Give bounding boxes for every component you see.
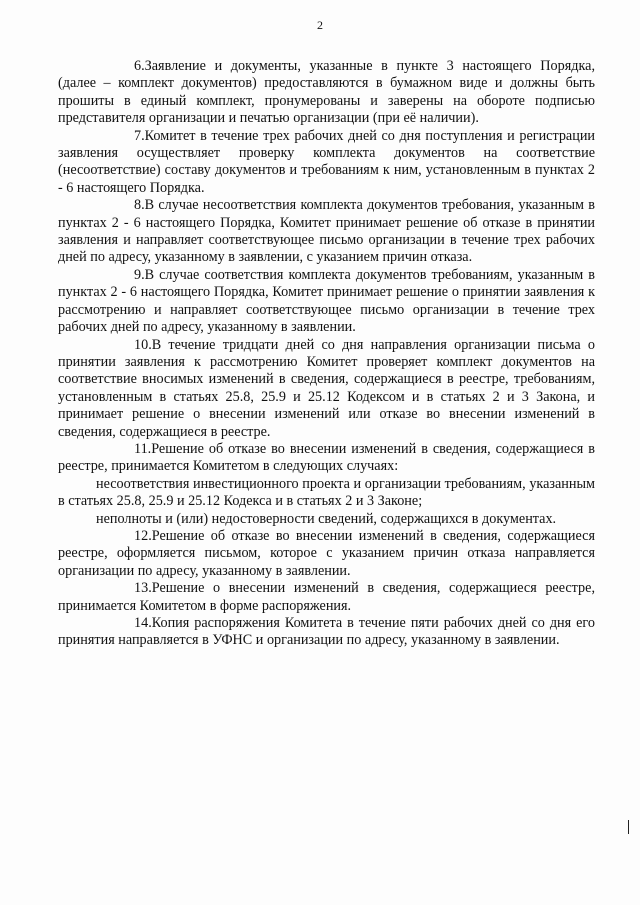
paragraph-11-item-1 [58,476,595,511]
paragraph-number: 13. [134,580,152,597]
paragraph-10 [58,337,595,441]
paragraph-text: Решение о внесении изменений в сведения, содержащиеся реестре, принимается Комитетом в форме распоряжения. [58,580,595,614]
paragraph-14 [58,615,595,650]
paragraph-6 [58,58,595,128]
document-body [58,58,595,650]
paragraph-number: 14. [134,615,152,631]
paragraph-text: неполноты и (или) недостоверности сведений, содержащихся в документах. [96,510,557,527]
paragraph-text: В случае несоответствия комплекта документов требования, указанным в пунктах 2 - 6 настоящего Порядка, Комитет принимает решение об отказе в принятии заявления и направляет соответствующее письмо организации в течение трех рабочих дней по адресу, указанному в заявлении, с указанием причин отказа. [58,197,595,266]
paragraph-11 [58,441,595,476]
paragraph-13 [58,580,595,615]
paragraph-text: Копия распоряжения Комитета в течение пяти рабочих дней со дня его принятия направляется в УФНС и организации по адресу, указанному в заявлении. [58,615,595,649]
paragraph-text: В случае соответствия комплекта документов требованиям, указанным в пунктах 2 - 6 настоящего Порядка, Комитет принимает решение о принятии заявления к рассмотрению и направляет соответствующее письмо организации в течение трех рабочих дней по адресу, указанному в заявлении. [58,266,595,336]
paragraph-8 [58,197,595,267]
paragraph-number: 11. [134,440,152,457]
paragraph-11-item-2 [58,511,595,528]
paragraph-text: несоответствия инвестиционного проекта и организации требованиям, указанным в статьях 25.8, 25.9 и 25.12 Кодекса и в статьях 2 и 3 Законе; [58,475,595,510]
scan-artifact-mark [628,820,629,834]
paragraph-7 [58,128,595,198]
paragraph-12 [58,528,595,580]
paragraph-number: 6. [134,58,145,74]
paragraph-text: В течение тридцати дней со дня направления организации письма о принятии заявления к рассмотрению Комитет проверяет комплект документов на соответствие вносимых изменений в сведения, содержащиеся в реестре, требованиям, установленным в статьях 25.8, 25.9 и 25.12 Кодексом и в статьях 2 и 3 Закона, и принимает решение о внесении изменений или отказе во внесении изменений в сведения, содержащиеся в реестре. [58,336,595,440]
paragraph-9 [58,267,595,337]
page-number: 2 [317,18,323,32]
paragraph-text: Решение об отказе во внесении изменений в сведения, содержащиеся в реестре, принимается Комитетом в следующих случаях: [58,440,595,475]
paragraph-text: Заявление и документы, указанные в пункте 3 настоящего Порядка, (далее – комплект документов) предоставляются в бумажном виде и должны быть прошиты в единый комплект, пронумерованы и заверены на обороте подписью представителя организации и печатью организации (при её наличии). [58,58,595,127]
paragraph-number: 9. [134,266,145,283]
paragraph-number: 8. [134,197,145,214]
paragraph-text: Решение об отказе во внесении изменений в сведения, содержащиеся реестре, оформляется письмом, которое с указанием причин отказа направляется организации по адресу, указанному в заявлении. [58,527,595,579]
paragraph-number: 7. [134,127,145,144]
paragraph-number: 12. [134,527,152,544]
paragraph-text: Комитет в течение трех рабочих дней со дня поступления и регистрации заявления осуществляет проверку комплекта документов на соответствие (несоответствие) составу документов и требованиям к ним, установленным в пунктах 2 - 6 настоящего Порядка. [58,127,595,196]
paragraph-number: 10. [134,336,152,353]
